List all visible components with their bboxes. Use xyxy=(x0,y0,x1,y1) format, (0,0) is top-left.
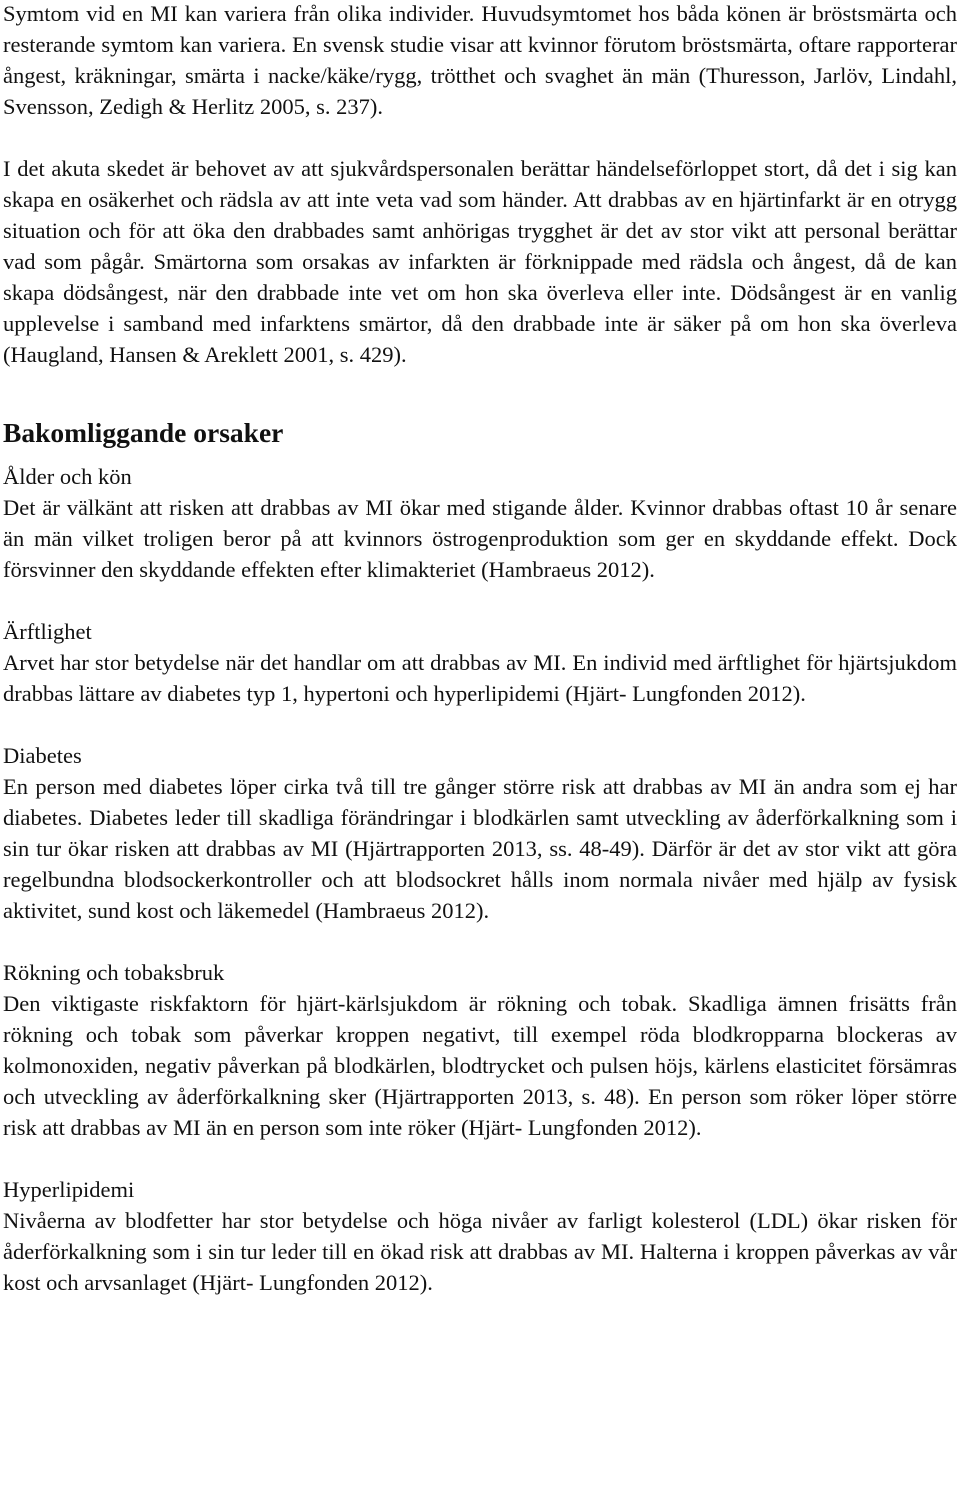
spacer xyxy=(3,1143,957,1174)
subsection-diabetes xyxy=(3,740,957,926)
spacer xyxy=(3,370,957,401)
subsection-title: Ålder och kön xyxy=(3,464,132,489)
subsection-text: En person med diabetes löper cirka två till tre gånger större risk att drabbas av MI än andra som ej har diabetes. Diabetes leder till skadliga förändringar i blodkärlen samt utveckling av åderförkalkning som i sin tur ökar risken att drabbas av MI (Hjärtrapporten 2013, ss. 48-49). Därför är det av stor vikt att göra regelbundna blodsockerkontroller och att blodsockret hålls inom normala nivåer med hjälp av fysisk aktivitet, sund kost och läkemedel (Hambraeus 2012). xyxy=(3,774,957,923)
section-heading: Bakomliggande orsaker xyxy=(3,417,284,448)
spacer xyxy=(3,709,957,740)
spacer xyxy=(3,926,957,957)
spacer xyxy=(3,122,957,153)
subsection-smoking xyxy=(3,957,957,1143)
subsection-age-gender xyxy=(3,461,957,585)
subsection-title: Ärftlighet xyxy=(3,619,92,644)
document-page xyxy=(3,0,957,1298)
subsection-text: Arvet har stor betydelse när det handlar om att drabbas av MI. En individ med ärftlighet för hjärtsjukdom drabbas lättare av diabetes typ 1, hypertoni och hyperlipidemi (Hjärt- Lungfonden 2012). xyxy=(3,650,957,706)
subsection-title: Rökning och tobaksbruk xyxy=(3,960,225,985)
subsection-text: Den viktigaste riskfaktorn för hjärt-kärlsjukdom är rökning och tobak. Skadliga ämnen frisätts från rökning och tobak som påverkar kroppen negativt, till exempel röda blodkropparna blockeras av kolmonoxiden, negativ påverkan på blodkärlen, blodtrycket och pulsen höjs, kärlens elasticitet försämras och utveckling av åderförkalkning sker (Hjärtrapporten 2013, s. 48). En person som röker löper större risk att drabbas av MI än en person som inte röker (Hjärt- Lungfonden 2012). xyxy=(3,991,957,1140)
subsection-text: Nivåerna av blodfetter har stor betydelse och höga nivåer av farligt kolesterol (LDL) ökar risken för åderförkalkning som i sin tur leder till en ökad risk att drabbas av MI. Halterna i kroppen påverkas av vår kost och arvsanlaget (Hjärt- Lungfonden 2012). xyxy=(3,1208,957,1295)
subsection-heredity xyxy=(3,616,957,709)
acute-phase-paragraph: I det akuta skedet är behovet av att sjukvårdspersonalen berättar händelseförloppet stort, då det i sig kan skapa en osäkerhet och rädsla av att inte veta vad som händer. Att drabbas av en hjärtinfarkt är en otrygg situation och för att öka den drabbades samt anhörigas trygghet är det av stor vikt att personal berättar vad som pågår. Smärtorna som orsakas av infarkten är förknippade med rädsla och ångest, då de kan skapa dödsångest, när den drabbade inte vet om hon ska överleva eller inte. Dödsångest är en vanlig upplevelse i samband med infarktens smärtor, då den drabbade inte är säker på om hon ska överleva (Haugland, Hansen & Areklett 2001, s. 429). xyxy=(3,156,957,367)
subsection-title: Hyperlipidemi xyxy=(3,1177,135,1202)
subsection-title: Diabetes xyxy=(3,743,82,768)
spacer xyxy=(3,585,957,616)
subsection-hyperlipidemia xyxy=(3,1174,957,1298)
symptoms-paragraph: Symtom vid en MI kan variera från olika individer. Huvudsymtomet hos båda könen är bröstsmärta och resterande symtom kan variera. En svensk studie visar att kvinnor förutom bröstsmärta, oftare rapporterar ångest, kräkningar, smärta i nacke/käke/rygg, trötthet och svaghet än män (Thuresson, Jarlöv, Lindahl, Svensson, Zedigh & Herlitz 2005, s. 237). xyxy=(3,1,957,119)
subsection-text: Det är välkänt att risken att drabbas av MI ökar med stigande ålder. Kvinnor drabbas oftast 10 år senare än män vilket troligen beror på att kvinnors östrogenproduktion som ger en skyddande effekt. Dock försvinner den skyddande effekten efter klimakteriet (Hambraeus 2012). xyxy=(3,495,957,582)
